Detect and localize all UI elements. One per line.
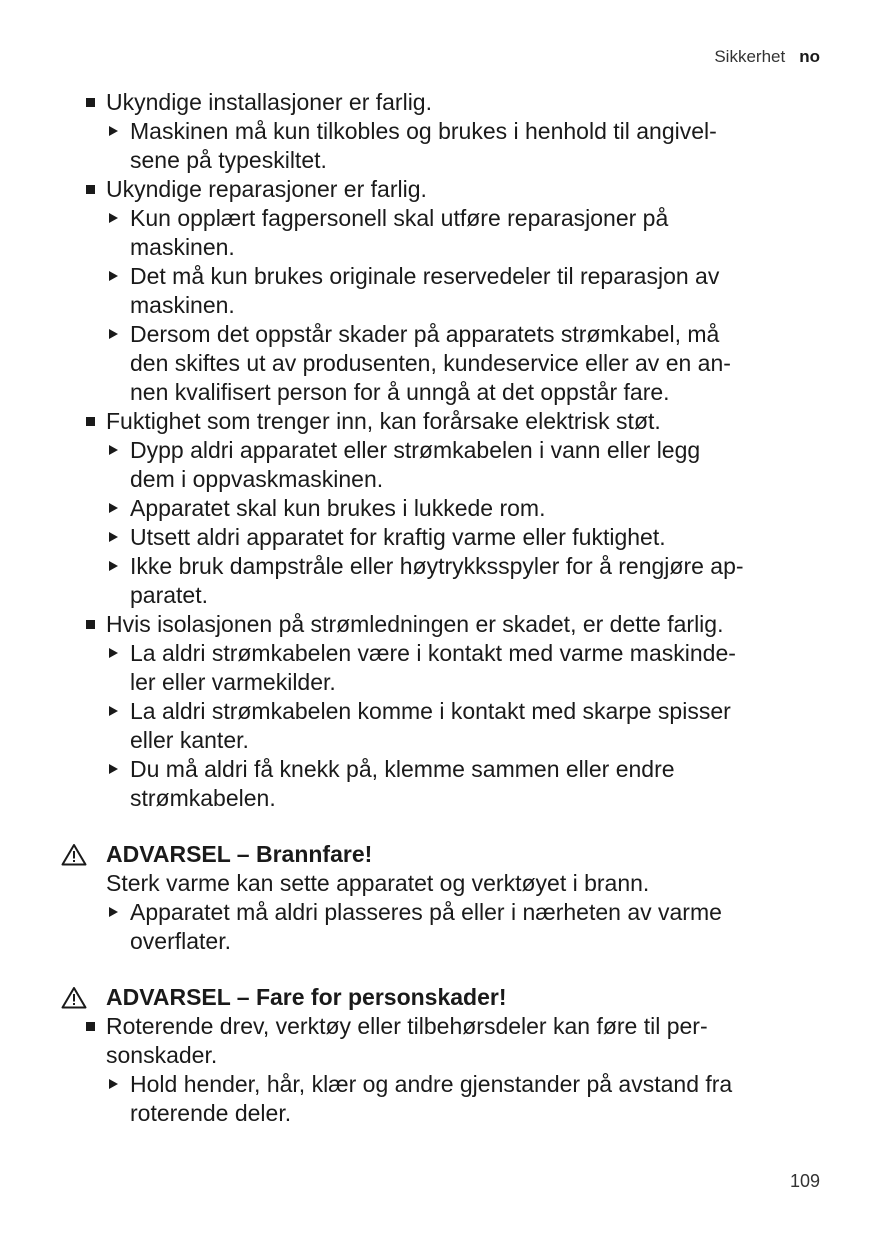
triangle-bullet-icon (109, 706, 118, 716)
bullet-item (62, 88, 822, 117)
instruction-line: La aldri strømkabelen være i kontakt med varme maskinde- (130, 640, 736, 666)
instruction-line: Apparatet må aldri plasseres på eller i nærheten av varme (130, 899, 722, 925)
instruction-line: La aldri strømkabelen komme i kontakt med skarpe spisser (130, 698, 731, 724)
instruction-item (62, 523, 822, 552)
instruction-line: Dersom det oppstår skader på apparatets strømkabel, må (130, 321, 720, 347)
warning-title-fire (62, 840, 822, 869)
triangle-bullet-icon (109, 503, 118, 513)
bullet-item (62, 610, 822, 639)
instruction-line: Maskinen må kun tilkobles og brukes i henhold til angivel- (130, 118, 717, 144)
triangle-bullet-icon (109, 561, 118, 571)
instruction-line: strømkabelen. (130, 785, 276, 811)
page-header (714, 47, 820, 67)
instruction-line: maskinen. (130, 292, 235, 318)
instruction-line: Du må aldri få knekk på, klemme sammen eller endre (130, 756, 675, 782)
square-bullet-icon (86, 1022, 95, 1031)
instruction-item (62, 262, 822, 320)
language-code: no (799, 47, 820, 66)
warning-triangle-icon (61, 986, 87, 1009)
bullet-text: Ukyndige reparasjoner er farlig. (106, 176, 427, 202)
instruction-item (62, 494, 822, 523)
square-bullet-icon (86, 185, 95, 194)
bullet-text: Ukyndige installasjoner er farlig. (106, 89, 432, 115)
section-title: Sikkerhet (714, 47, 786, 66)
triangle-bullet-icon (109, 648, 118, 658)
instruction-item (62, 552, 822, 610)
instruction-line: Det må kun brukes originale reservedeler til reparasjon av (130, 263, 720, 289)
instruction-line: den skiftes ut av produsenten, kundeservice eller av en an- (130, 350, 731, 376)
instruction-line: dem i oppvaskmaskinen. (130, 466, 384, 492)
instruction-line: Apparatet skal kun brukes i lukkede rom. (130, 495, 546, 521)
bullet-item (62, 175, 822, 204)
square-bullet-icon (86, 417, 95, 426)
square-bullet-icon (86, 620, 95, 629)
page-number: 109 (789, 1171, 820, 1191)
bullet-item (62, 407, 822, 436)
main-content (62, 88, 822, 1128)
instruction-line: Ikke bruk dampstråle eller høytrykksspyler for å rengjøre ap- (130, 553, 744, 579)
triangle-bullet-icon (109, 445, 118, 455)
instruction-item (62, 320, 822, 407)
instruction-line: Kun opplært fagpersonell skal utføre reparasjoner på (130, 205, 669, 231)
instruction-line: Dypp aldri apparatet eller strømkabelen i vann eller legg (130, 437, 701, 463)
triangle-bullet-icon (109, 764, 118, 774)
instruction-item (62, 755, 822, 813)
warning-title-text: ADVARSEL – Brannfare! (106, 841, 373, 867)
triangle-bullet-icon (109, 1079, 118, 1089)
instruction-item (62, 1070, 822, 1128)
instruction-line: overflater. (130, 928, 231, 954)
instruction-item (62, 117, 822, 175)
square-bullet-icon (86, 98, 95, 107)
instruction-line: maskinen. (130, 234, 235, 260)
bullet-text: Fuktighet som trenger inn, kan forårsake elektrisk støt. (106, 408, 661, 434)
triangle-bullet-icon (109, 532, 118, 542)
bullet-line: sonskader. (106, 1042, 218, 1068)
warning-title-text: ADVARSEL – Fare for personskader! (106, 984, 507, 1010)
instruction-line: Utsett aldri apparatet for kraftig varme eller fuktighet. (130, 524, 666, 550)
instruction-item (62, 204, 822, 262)
triangle-bullet-icon (109, 271, 118, 281)
instruction-line: nen kvalifisert person for å unngå at det oppstår fare. (130, 379, 670, 405)
bullet-line: Roterende drev, verktøy eller tilbehørsdeler kan føre til per- (106, 1013, 708, 1039)
instruction-line: ler eller varmekilder. (130, 669, 336, 695)
warning-triangle-icon (61, 843, 87, 866)
instruction-line: roterende deler. (130, 1100, 292, 1126)
instruction-line: Hold hender, hår, klær og andre gjenstander på avstand fra (130, 1071, 733, 1097)
instruction-item (62, 639, 822, 697)
triangle-bullet-icon (109, 907, 118, 917)
instruction-line: paratet. (130, 582, 208, 608)
triangle-bullet-icon (109, 329, 118, 339)
triangle-bullet-icon (109, 213, 118, 223)
triangle-bullet-icon (109, 126, 118, 136)
instruction-item (62, 898, 822, 956)
bullet-item (62, 1012, 822, 1070)
warning-text: Sterk varme kan sette apparatet og verktøyet i brann. (106, 870, 650, 896)
instruction-item (62, 436, 822, 494)
warning-title-injury (62, 983, 822, 1012)
instruction-item (62, 697, 822, 755)
instruction-line: eller kanter. (130, 727, 249, 753)
bullet-text: Hvis isolasjonen på strømledningen er skadet, er dette farlig. (106, 611, 724, 637)
instruction-line: sene på typeskiltet. (130, 147, 327, 173)
